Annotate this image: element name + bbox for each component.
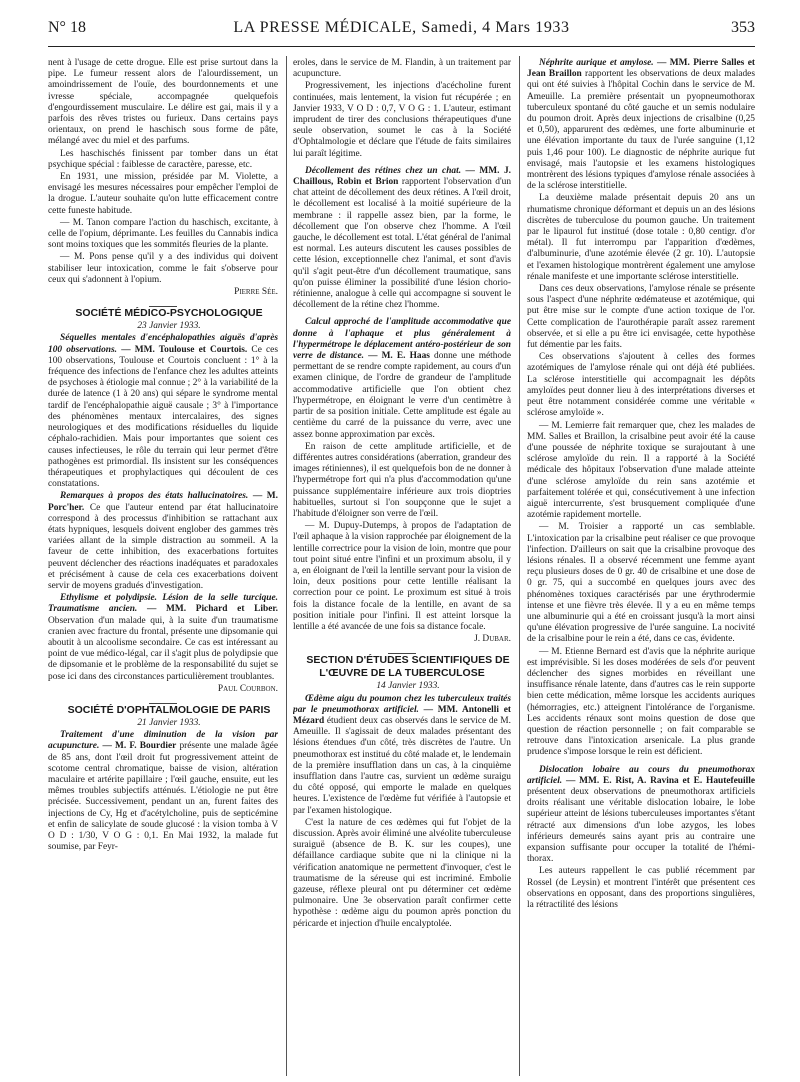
paragraph: — M. Dupuy-Dutemps, à propos de l'adaptation de l'œil aphaque à la vision rapprochée par éloignement de la lentille correctrice pour la vision de loin, montre que pour tout point situé entre l'infini et un proximum absolu, il y a, en éloignant de l'œil la lentille servant pour la vision de loin, deux positions pour cette lentille réalisant la correction pour ce point. Le proximum est situé à trois fois la distance focale de la lentille, en avant de sa position initiale pour l'infini. Il est atteint lorsque la lentille a été avancée de une fois sa distance focale.	[293, 521, 511, 632]
article	[48, 730, 278, 853]
article-body: rapportent les observations de deux malades qui ont été suivies à l'hôpital Cochin dans le service de M. Ameuille. La première présentait un pyopneumothorax tuberculeux spontané du côté gauche et un semis nodulaire du poumon droit. Après deux injections de crisalbine (0,25 et 0,50), apparurent des œdèmes, une forte albuminurie et une élévation importante du taux de l'urée sanguine (1,12 puis 1,46 pour 100). Le diagnostic de néphrite aurique fut envisagé, mais l'autopsie et les examens histologiques montrèrent des lésions typiques d'amylose rénale associées à de la sclérose interstitielle.	[527, 69, 755, 192]
article	[48, 593, 278, 683]
paragraph: En 1931, une mission, présidée par M. Violette, a envisagé les mesures nécessaires pour empêcher l'emploi de la drogue. L'auteur souhaite qu'on lutte efficacement contre cette funeste habitude.	[48, 172, 278, 216]
article	[527, 765, 755, 866]
article-authors: — M. Porc'her.	[48, 491, 278, 513]
paragraph: Dans ces deux observations, l'amylose rénale se présente sous l'aspect d'une néphrite œdémateuse et azotémique, qui put être mise sur le compte d'une action toxique de l'or. Cette complication de l'aurothérapie paraît assez rarement observée, et si elle a pu être ici envisagée, cette hypothèse fut démentie par les faits.	[527, 284, 755, 351]
article-title: Dislocation lobaire au cours du pneumothorax artificiel.	[527, 764, 755, 786]
column-divider-2	[519, 56, 520, 1076]
article	[293, 317, 511, 440]
section-title: SOCIÉTÉ D'OPHTALMOLOGIE DE PARIS	[67, 703, 271, 716]
article	[293, 166, 511, 312]
article-title: Remarques à propos des états hallucinatoires.	[60, 491, 249, 502]
article-authors: — MM. Toulouse et Courtois.	[117, 344, 248, 355]
article	[48, 333, 278, 490]
paragraph: — M. Pons pense qu'il y a des individus qui doivent stabiliser leur intoxication, comme le fait s'observe pour ceux qui s'adonnent à l'opium.	[48, 252, 278, 285]
column-2	[293, 58, 511, 1078]
page-header	[48, 16, 755, 47]
paragraph: La deuxième malade présentait depuis 20 ans un rhumatisme chronique déformant et depuis un an des lésions discrètes de tuberculose du poumon gauche. Un traitement par le lipaurol fut institué (dose totale : 0,80 centigr. d'or métal). Il fut interrompu par l'apparition d'œdèmes, d'albuminurie, d'une azotémie élevée (2 gr. 10). L'autopsie et l'examen histologique montrèrent également une amylose rénale manifeste et une importante sclérose interstitielle.	[527, 193, 755, 282]
section-title: SOCIÉTÉ MÉDICO-PSYCHOLOGIQUE	[75, 307, 263, 320]
article-body: Ce ces 100 observations, Toulouse et Courtois concluent : 1° à la fréquence des infections de l'enfance chez les adultes atteints de psychoses à étiologie mal connue ; 2° à la variabilité de la durée de latence (1 à 20 ans) qui sépare le syndrome mental tardif de l'encéphalopathie aiguë causale ; 3° à l'importance des phénomènes mentaux intercalaires, des signes neurologiques et des modifications résiduelles du liquide céphalo-rachidien. Mais pour importantes que soient ces causes infectieuses, le rôle du terrain qui leur permet d'être pathogènes est primordial. Ils insistent sur les conséquences thérapeutiques et prophylactiques qui découlent de ces constatations.	[48, 344, 278, 490]
article-title: Calcul approché de l'amplitude accommodative que donne à l'aphaque et plus généralement à l'hypermétrope le déplacement antéro-postérieur de son verre de distance.	[293, 317, 511, 362]
paragraph: eroles, dans le service de M. Flandin, à un traitement par acupuncture.	[293, 58, 511, 80]
paragraph: En raison de cette amplitude artificielle, et de différentes autres considérations (aberration, grandeur des images rétiniennes), il est quelquefois bon de ne donner à l'hypermétrope fort qui n'a plus d'accommodation qu'une puissance supplémentaire inférieure aux trois dioptries habituelles, surtout si l'on soupçonne que le sujet a l'habitude d'éloigner son verre de l'œil.	[293, 441, 511, 519]
paragraph: C'est la nature de ces œdèmes qui fut l'objet de la discussion. Après avoir éliminé une alvéolite tuberculeuse suraiguë (absence de B. K. sur les coupes), une défaillance cardiaque subite que ni la clinique ni la vérification anatomique ne permettent d'invoquer, c'est le traumatisme de la séreuse qui est incriminé. Embolie gazeuse, réflexe pleural ont pu déterminer cet œdème pulmonaire. Une 3e observation paraît confirmer cette hypothèse : œdème aigu du poumon après ponction du péricarde et injection d'huile encalyptolée.	[293, 817, 511, 929]
paragraph: — M. Tanon compare l'action du haschisch, excitante, à celle de l'opium, déprimante. Les feuilles du Cannabis indica sont moins toxiques que les sommités fleuries de la plante.	[48, 217, 278, 251]
article-authors: — MM. Antonelli et Mézard	[293, 704, 511, 726]
article-title: Décollement des rétines chez un chat.	[305, 165, 462, 176]
signature: Paul Courbon.	[217, 683, 278, 694]
paragraph: Les haschischés finissent par tomber dans un état psychique spécial : faiblesse de caractère, paresse, etc.	[48, 148, 278, 170]
article-body: présente une malade âgée de 85 ans, dont l'œil droit fut progressivement atteint de scotome central chromatique, baisse de vision, altération maculaire et artérite papillaire ; l'œil gauche, ensuite, eut les mêmes troubles subjectifs atténués. L'étiologie ne put être précisée. Successivement, pendant un an, furent faites des injections de Cy, Hg et d'acétylcholine, puis de septicémine et enfin de salicylate de soude glucosé : la vision tomba à V O D : 1/30, V O G : 0,1. En Mai 1932, la malade fut soumise, par Feyr-	[48, 741, 278, 853]
article-authors: — M. E. Haas	[363, 351, 430, 362]
article-title: Œdème aigu du poumon chez les tuberculeux traités par le pneumothorax artificiel.	[293, 693, 511, 715]
article-title: Séquelles mentales d'encéphalopathies aiguës d'après 100 observations.	[48, 333, 278, 355]
article-authors: — MM. E. Rist, A. Ravina et E. Hautefeuille	[562, 775, 755, 786]
signature: Pierre Sée.	[234, 287, 278, 298]
article	[48, 491, 278, 592]
section-title: SECTION D'ÉTUDES SCIENTIFIQUES DE L'ŒUVRE DE LA TUBERCULOSE	[306, 654, 510, 680]
article-body: Ce que l'auteur entend par état hallucinatoire correspond à des processus d'inhibition se rattachant aux états hypniques, lesquels doivent englober des gammes très variées allant de la simple distraction au sommeil. A la faveur de cette inhibition, des exacerbations fortuites peuvent déclencher des réactions inadéquates et paradoxales et précisément à cause de cela ces exacerbations doivent servir de moyens gradués d'investigation.	[48, 502, 278, 591]
paragraph: — M. Lemierre fait remarquer que, chez les malades de MM. Salles et Braillon, la crisalbine peut avoir été la cause d'une poussée de néphrite toxique se surajoutant à une sclérose amyloïde du rein. Il a rapporté à la Société médicale des hôpitaux l'observation d'une malade atteinte d'une sclérose amyloïde du rein sans azotémie et parfaitement tolérée et qui, consécutivement à une infection aiguë intercurrente, s'est brusquement compliquée d'une azotémie rapidement mortelle.	[527, 420, 755, 521]
section-date: 21 Janvier 1933.	[137, 717, 201, 728]
article-title: Néphrite aurique et amylose.	[539, 58, 654, 68]
issue-number: N° 18	[48, 19, 86, 36]
article-title: Traitement d'une diminution de la vision par acupuncture.	[48, 730, 278, 752]
paragraph: Les auteurs rappellent le cas publié récemment par Rossel (de Leysin) et montrent l'intérêt que présentent ces observations en opposant, dans des proportions singulières, la rétractilité des lésions	[527, 866, 755, 911]
page-number: 353	[731, 19, 755, 36]
article-body: Observation d'un malade qui, à la suite d'un traumatisme cranien avec fracture du frontal, présente une dipsomanie qui aboutit à un alcoolisme secondaire. Ce cas est intéressant au point de vue médico-légal, car il s'agit plus de polydipsie que de dipsomanie et le problème de la responsabilité du sujet se pose ici dans des circonstances particulièrement troublantes.	[48, 615, 278, 682]
signature: J. Dubar.	[474, 634, 511, 645]
paragraph: Ces observations s'ajoutent à celles des formes azotémiques de l'amylose rénale qui ont déjà été publiées. La sclérose interstitielle qui accompagnait les dépôts amyloïdes peut donner lieu à des interprétations diverses et peut être notamment considérée comme une véritable « sclérose amyloïde ».	[527, 352, 755, 419]
article-authors: — MM. Pierre Salles et Jean Braillon	[527, 58, 755, 80]
paragraph: nent à l'usage de cette drogue. Elle est prise surtout dans la pipe. Le fumeur ressent alors de l'alourdissement, un amoindrissement de l'ouïe, des bourdonnements et une ivresse spéciale, accompagnée quelquefois d'engourdissement musculaire. Le délire est gai, mais il y a parfois des rêves tristes ou furieux. Dans certains pays orientaux, on prend le haschisch sous forme de pâte, mélangé avec du miel et des parfums.	[48, 58, 278, 147]
article-authors: — MM. Pichard et Liber.	[137, 604, 278, 615]
article-authors: — M. F. Bourdier	[99, 741, 177, 752]
column-divider-1	[286, 56, 287, 1076]
article-body: rapportent l'observation d'un chat atteint de décollement des deux rétines. A l'œil droit, le décollement est localisé à la moitié supérieure de la membrane : il rappelle assez bien, par la forme, le décollement que l'on observe chez l'homme. A l'œil gauche, le décollement est total. L'état général de l'animal est normal. Les auteurs discutent les causes possibles de cette lésion, exceptionnelle chez l'animal, et sont d'avis qu'il s'agit peut-être d'un décollement traumatique, sans qu'on puisse éliminer la possibilité d'une lésion chorio-rétinienne, analogue à celle qui accompagne si souvent le décollement de la rétine chez l'homme.	[293, 177, 511, 311]
column-1	[48, 58, 278, 1078]
paragraph: — M. Troisier a rapporté un cas semblable. L'intoxication par la crisalbine peut réaliser ce que provoque l'infection. D'ailleurs on sait que la crisalbine provoque des lésions rénales. Il a observé récemment une femme ayant reçu plusieurs doses de 0 gr. 40 de crisalbine et une dose de 0 gr. 75, qui a succombé en quelques jours avec des phénomènes toxiques caractérisés par une érythrodermie intense et une fièvre très élevée. Il y a eu en même temps une albuminurie qui a été en croissant jusqu'à la mort ainsi qu'une élévation progressive de l'urée sanguine. La nocivité de la crisalbine pour le rein a été, dans ce cas, évidente.	[527, 522, 755, 645]
section-date: 14 Janvier 1933.	[376, 681, 440, 692]
article-authors: — MM. J. Chaillous, Robin et Brion	[293, 165, 511, 188]
article-body: donne une méthode permettant de se rendre compte rapidement, au cours d'un examen clinique, de l'ordre de grandeur de l'amplitude accommodative artificielle que l'on obtient chez l'hypermétrope, en éloignant le verre d'un centimètre à partir de sa position initiale. Cette amplitude est égale au centième du carré de la puissance du verre, avec une assez bonne approximation par excès.	[293, 351, 511, 440]
article-title: Ethylisme et polydipsie. Lésion de la selle turcique. Traumatisme ancien.	[48, 593, 278, 615]
article-body: étudient deux cas observés dans le service de M. Ameuille. Il s'agissait de deux malades présentant des lésions étendues d'un côté, très discrètes de l'autre. Un pneumothorax est institué du côté malade et, le lendemain de la première insufflation dans un cas, à la cinquième insufflation dans l'autre cas, survient un œdème suraigu du côté opposé, qui emporte le malade en quelques heures. L'existence de l'œdème fut vérifiée à l'autopsie et par l'examen histologique.	[293, 715, 511, 816]
section-date: 23 Janvier 1933.	[137, 321, 201, 332]
journal-title: LA PRESSE MÉDICALE, Samedi, 4 Mars 1933	[233, 19, 570, 36]
column-3	[527, 58, 755, 1078]
article-body: présentent deux observations de pneumothorax artificiels droits réalisant une véritable dislocation lobaire, le lobe supérieur atteint de lésions tuberculeuses importantes s'étant rétracté aux dimensions d'un lobe azygos, les lobes inférieurs demeurés sains ayant pris au contraire une expansion suffisante pour occuper la totalité de l'hémi-thorax.	[527, 787, 755, 865]
article	[293, 694, 511, 817]
paragraph: Progressivement, les injections d'acécholine furent continuées, mais lentement, la vision fut récupérée ; en Janvier 1933, V O D : 0,7, V O G : 1. L'auteur, estimant imprudent de tirer des conclusions thérapeutiques d'une seule observation, soumet le cas à la Société d'Ophtalmologie et déclare que l'étude de faits similaires lui paraît légitime.	[293, 81, 511, 159]
paragraph: — M. Etienne Bernard est d'avis que la néphrite aurique est imprévisible. Si les doses modérées de sels d'or peuvent déclencher des signes morbides en réveillant une insuffisance rénale latente, dans d'autres cas le rein supporte bien cette médication, même lorsque les accidents auriques (hémorragies, etc.) atteignent l'intolérance de l'organisme. Les accidents rénaux sont moins question de dose que question de réaction personnelle ; on fait comparable se retrouve dans l'intoxication arsenicale. La plus grande prudence s'impose lorsque le rein est déficient.	[527, 646, 755, 758]
article	[527, 58, 755, 192]
